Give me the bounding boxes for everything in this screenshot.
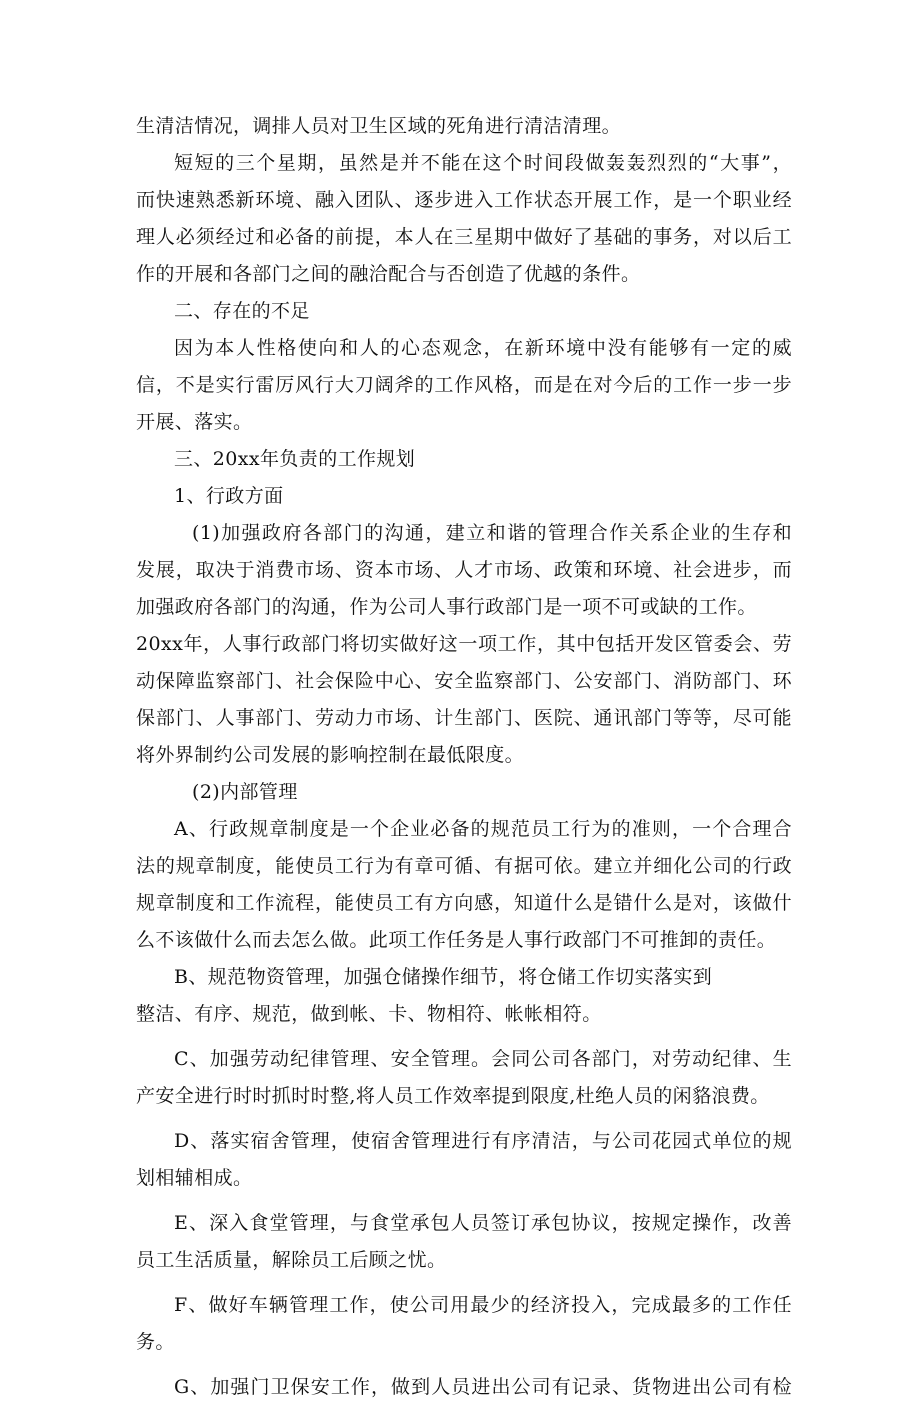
text-line: 因为本人性格使向和人的心态观念，在新环境中没有能够有一定的威 [174, 337, 792, 359]
text-line: B、规范物资管理，加强仓储操作细节，将仓储工作切实落实到 [174, 966, 713, 988]
section-heading: 二、存在的不足 [174, 300, 310, 322]
subsection-heading: (2)内部管理 [192, 781, 298, 803]
section-heading: 三、20xx年负责的工作规划 [174, 448, 416, 470]
text-line: 动保障监察部门、社会保险中心、安全监察部门、公安部门、消防部门、环 [136, 670, 792, 692]
text-line: 理人必须经过和必备的前提，本人在三星期中做好了基础的事务，对以后工 [136, 226, 792, 248]
text-line: 生清洁情况，调排人员对卫生区域的死角进行清洁清理。 [136, 115, 622, 137]
text-line: 规章制度和工作流程，能使员工有方向感，知道什么是错什么是对，该做什 [136, 892, 792, 914]
text-line: 短短的三个星期，虽然是并不能在这个时间段做轰轰烈烈的“大事”， [174, 152, 792, 174]
text-line: 划相辅相成。 [136, 1167, 253, 1189]
paragraph-gap [136, 1279, 792, 1287]
text-line: C、加强劳动纪律管理、安全管理。会同公司各部门，对劳动纪律、生 [174, 1048, 792, 1070]
text-line: 作的开展和各部门之间的融洽配合与否创造了优越的条件。 [136, 263, 641, 285]
text-line: 务。 [136, 1331, 175, 1353]
text-line: 么不该做什么而去怎么做。此项工作任务是人事行政部门不可推卸的责任。 [136, 929, 777, 951]
text-line: 产安全进行时时抓时时整,将人员工作效率提到限度,杜绝人员的闲貉浪费。 [136, 1085, 770, 1107]
text-line: 员工生活质量，解除员工后顾之忧。 [136, 1249, 447, 1271]
subsection-heading: 1、行政方面 [174, 485, 284, 507]
text-line: G、加强门卫保安工作，做到人员进出公司有记录、货物进出公司有检 [174, 1376, 792, 1398]
text-line: 整洁、有序、规范，做到帐、卡、物相符、帐帐相符。 [136, 1003, 602, 1025]
text-line: 发展，取决于消费市场、资本市场、人才市场、政策和环境、社会进步，而 [136, 559, 792, 581]
text-line: 信，不是实行雷厉风行大刀阔斧的工作风格，而是在对今后的工作一步一步 [136, 374, 792, 396]
text-line: A、行政规章制度是一个企业必备的规范员工行为的准则，一个合理合 [174, 818, 792, 840]
paragraph-gap [136, 1033, 792, 1041]
text-line: 加强政府各部门的沟通，作为公司人事行政部门是一项不可或缺的工作。 [136, 596, 757, 618]
text-line: 法的规章制度，能使员工行为有章可循、有据可依。建立并细化公司的行政 [136, 855, 792, 877]
text-line: 将外界制约公司发展的影响控制在最低限度。 [136, 744, 525, 766]
text-line: 而快速熟悉新环境、融入团队、逐步进入工作状态开展工作，是一个职业经 [136, 189, 792, 211]
text-line: D、落实宿舍管理，使宿舍管理进行有序清洁，与公司花园式单位的规 [174, 1130, 792, 1152]
paragraph-gap [136, 1361, 792, 1369]
paragraph-gap [136, 1197, 792, 1205]
document-body [136, 108, 792, 1406]
text-line: E、深入食堂管理，与食堂承包人员签订承包协议，按规定操作，改善 [174, 1212, 792, 1234]
text-line: 开展、落实。 [136, 411, 253, 433]
paragraph-gap [136, 1115, 792, 1123]
text-line: F、做好车辆管理工作，使公司用最少的经济投入，完成最多的工作任 [174, 1294, 792, 1316]
text-line: 保部门、人事部门、劳动力市场、计生部门、医院、通讯部门等等，尽可能 [136, 707, 792, 729]
text-line: 20xx年，人事行政部门将切实做好这一项工作，其中包括开发区管委会、劳 [136, 633, 792, 655]
text-line: (1)加强政府各部门的沟通，建立和谐的管理合作关系企业的生存和 [192, 522, 792, 544]
